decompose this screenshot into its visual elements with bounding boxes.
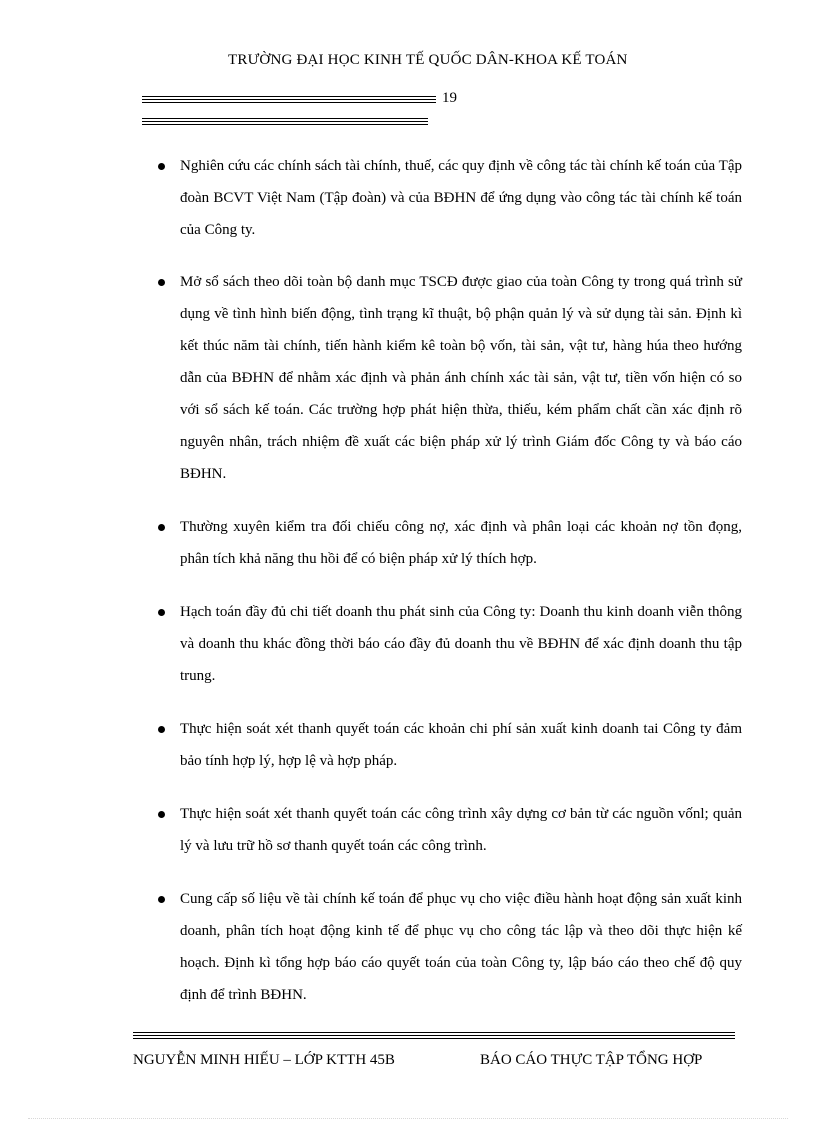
header-rule xyxy=(142,96,436,97)
list-item-text: Cung cấp số liệu về tài chính kế toán để phục vụ cho việc điều hành hoạt động sản xuất kinh doanh, phân tích hoạt động kinh tế để phục vụ cho công tác lập và theo dõi thực hiện kế hoạch. Định kì tổng hợp báo cáo quyết toán của toàn Công ty, lập báo cáo theo chế độ quy định để trình BĐHN. xyxy=(180,891,742,1003)
bullet-icon xyxy=(158,279,165,286)
list-item-text: Hạch toán đầy đủ chi tiết doanh thu phát sinh của Công ty: Doanh thu kinh doanh viễn thông và doanh thu khác đồng thời báo cáo đầy đủ doanh thu về BĐHN để xác định doanh thu tập trung. xyxy=(180,604,742,684)
header-rule xyxy=(142,99,436,100)
footer-rule xyxy=(133,1035,735,1036)
list-item-text: Mở sổ sách theo dõi toàn bộ danh mục TSCĐ được giao của toàn Công ty trong quá trình sử dụng về tình hình biến động, tình trạng kĩ thuật, bộ phận quản lý và sử dụng tài sản. Định kì kết thúc năm tài chính, tiến hành kiểm kê toàn bộ vốn, tài sản, vật tư, hàng húa theo hướng dẫn của BĐHN để nhằm xác định và phản ánh chính xác tài sản, vật tư, tiền vốn hiện có so với sổ sách kế toán. Các trường hợp phát hiện thừa, thiếu, kém phẩm chất cần xác định rõ nguyên nhân, trách nhiệm đề xuất các biện pháp xử lý trình Giám đốc Công ty và báo cáo BĐHN. xyxy=(180,274,742,482)
list-item xyxy=(152,596,742,692)
bullet-icon xyxy=(158,726,165,733)
list-item-text: Thực hiện soát xét thanh quyết toán các công trình xây dựng cơ bản từ các nguồn vốnl; quản lý và lưu trữ hồ sơ thanh quyết toán các công trình. xyxy=(180,806,742,854)
list-item xyxy=(152,511,742,575)
footer-rule xyxy=(133,1038,735,1039)
list-item-text: Thường xuyên kiểm tra đối chiếu công nợ, xác định và phân loại các khoản nợ tồn đọng, phân tích khả năng thu hồi để có biện pháp xử lý thích hợp. xyxy=(180,519,742,567)
footer-rule xyxy=(133,1032,735,1033)
header-title: TRƯỜNG ĐẠI HỌC KINH TẾ QUỐC DÂN-KHOA KẾ TOÁN xyxy=(228,52,628,68)
header-rule xyxy=(142,124,428,125)
bullet-icon xyxy=(158,524,165,531)
list-item xyxy=(152,798,742,862)
list-item xyxy=(152,883,742,1011)
header-rule xyxy=(142,118,428,119)
bullet-list xyxy=(152,150,742,1011)
list-item-text: Nghiên cứu các chính sách tài chính, thuế, các quy định về công tác tài chính kế toán của Tập đoàn BCVT Việt Nam (Tập đoàn) và của BĐHN để ứng dụng vào công tác tài chính kế toán của Công ty. xyxy=(180,158,742,238)
bullet-icon xyxy=(158,163,165,170)
list-item xyxy=(152,713,742,777)
bullet-icon xyxy=(158,609,165,616)
header-rule xyxy=(142,102,436,103)
header-rule xyxy=(142,121,428,122)
footer-author: NGUYỄN MINH HIẾU – LỚP KTTH 45B xyxy=(133,1052,395,1068)
page-edge xyxy=(28,1118,788,1119)
footer-report-title: BÁO CÁO THỰC TẬP TỔNG HỢP xyxy=(480,1052,703,1068)
bullet-icon xyxy=(158,811,165,818)
list-item xyxy=(152,150,742,246)
page-number: 19 xyxy=(442,90,457,106)
list-item-text: Thực hiện soát xét thanh quyết toán các khoản chi phí sản xuất kinh doanh tai Công ty đảm bảo tính hợp lý, hợp lệ và hợp pháp. xyxy=(180,721,742,769)
list-item xyxy=(152,266,742,490)
bullet-icon xyxy=(158,896,165,903)
